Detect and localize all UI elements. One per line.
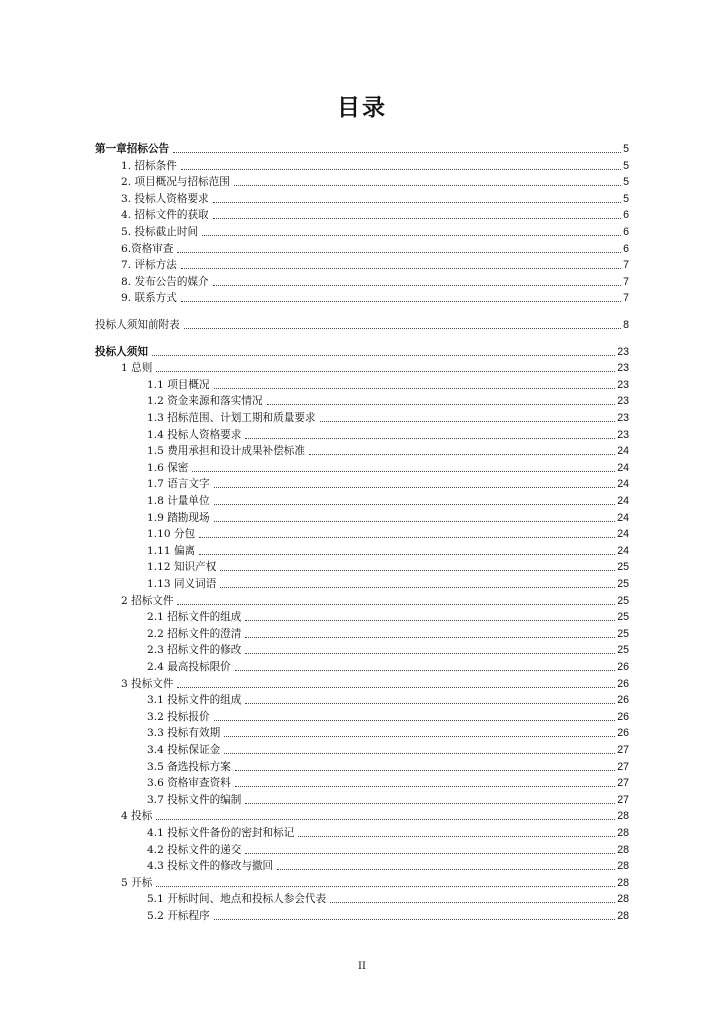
toc-entry[interactable] xyxy=(147,826,629,841)
toc-entry-label: 4.1 投标文件备份的密封和标记 xyxy=(147,827,295,839)
toc-entry-label: 4. 招标文件的获取 xyxy=(121,209,209,221)
toc-entry[interactable] xyxy=(147,892,629,907)
toc-entry[interactable] xyxy=(147,743,629,758)
toc-entry[interactable] xyxy=(147,527,629,542)
toc-entry[interactable] xyxy=(121,677,629,692)
toc-dot-leader xyxy=(156,885,615,887)
toc-entry-page-number: 6 xyxy=(623,226,629,238)
toc-dot-leader xyxy=(220,586,615,588)
toc-entry-page-number: 28 xyxy=(617,860,629,872)
toc-entry-page-number: 25 xyxy=(617,595,629,607)
toc-entry[interactable] xyxy=(147,760,629,775)
toc-entry[interactable] xyxy=(121,594,629,609)
toc-entry-page-number: 27 xyxy=(617,744,629,756)
toc-entry[interactable] xyxy=(147,378,629,393)
toc-entry-label: 2.2 招标文件的澄清 xyxy=(147,628,242,640)
toc-entry-label: 1.7 语言文字 xyxy=(147,478,210,490)
toc-entry[interactable] xyxy=(147,461,629,476)
toc-entry[interactable] xyxy=(121,208,629,223)
toc-dot-leader xyxy=(181,267,621,269)
toc-dot-leader xyxy=(245,852,615,854)
toc-dot-leader xyxy=(177,686,615,688)
toc-entry-label: 2. 项目概况与招标范围 xyxy=(121,176,230,188)
toc-dot-leader xyxy=(214,520,616,522)
toc-entry-label: 投标人须知前附表 xyxy=(95,319,180,331)
toc-entry-label: 1.10 分包 xyxy=(147,528,196,540)
toc-entry-page-number: 25 xyxy=(617,644,629,656)
toc-entry-label: 1.2 资金来源和落实情况 xyxy=(147,395,263,407)
toc-entry-label: 1.4 投标人资格要求 xyxy=(147,429,242,441)
toc-entry-page-number: 25 xyxy=(617,628,629,640)
toc-entry-page-number: 5 xyxy=(623,193,629,205)
toc-entry-page-number: 25 xyxy=(617,611,629,623)
toc-entry[interactable] xyxy=(147,577,629,592)
toc-dot-leader xyxy=(173,151,621,153)
toc-entry[interactable] xyxy=(121,275,629,290)
toc-entry-page-number: 24 xyxy=(617,512,629,524)
toc-entry-page-number: 28 xyxy=(617,893,629,905)
toc-entry-page-number: 24 xyxy=(617,528,629,540)
toc-entry-page-number: 28 xyxy=(617,810,629,822)
toc-entry-label: 第一章招标公告 xyxy=(95,143,170,155)
toc-entry[interactable] xyxy=(121,291,629,306)
toc-dot-leader xyxy=(213,217,621,219)
toc-dot-leader xyxy=(214,387,616,389)
toc-entry-page-number: 26 xyxy=(617,661,629,673)
toc-entry[interactable] xyxy=(147,793,629,808)
toc-dot-leader xyxy=(235,769,615,771)
toc-entry[interactable] xyxy=(147,726,629,741)
toc-entry-label: 2.1 招标文件的组成 xyxy=(147,611,242,623)
toc-dot-leader xyxy=(245,702,615,704)
toc-entry-page-number: 23 xyxy=(617,395,629,407)
toc-entry-page-number: 28 xyxy=(617,844,629,856)
toc-entry-page-number: 27 xyxy=(617,794,629,806)
toc-entry-label: 1.1 项目概况 xyxy=(147,379,210,391)
toc-entry-label: 9. 联系方式 xyxy=(121,292,177,304)
toc-entry-page-number: 26 xyxy=(617,727,629,739)
toc-entry-label: 3.2 投标报价 xyxy=(147,711,210,723)
page-title: 目录 xyxy=(337,95,387,121)
toc-dot-leader xyxy=(184,327,621,329)
toc-entry-page-number: 23 xyxy=(617,429,629,441)
toc-entry[interactable] xyxy=(147,544,629,559)
toc-entry-label: 5 开标 xyxy=(121,877,153,889)
toc-entry-label: 3.4 投标保证金 xyxy=(147,744,221,756)
toc-entry[interactable] xyxy=(147,494,629,509)
toc-entry-label: 6.资格审查 xyxy=(121,243,174,255)
toc-entry-page-number: 25 xyxy=(617,561,629,573)
page-number-footer: II xyxy=(358,961,366,972)
toc-entry-page-number: 8 xyxy=(623,319,629,331)
toc-entry-label: 7. 评标方法 xyxy=(121,259,177,271)
toc-dot-leader xyxy=(213,201,621,203)
toc-entry[interactable] xyxy=(95,345,629,360)
toc-entry-page-number: 24 xyxy=(617,445,629,457)
toc-entry[interactable] xyxy=(147,710,629,725)
toc-entry[interactable] xyxy=(121,809,629,824)
toc-entry-page-number: 28 xyxy=(617,877,629,889)
toc-entry-page-number: 23 xyxy=(617,362,629,374)
toc-entry[interactable] xyxy=(147,511,629,526)
toc-entry-page-number: 24 xyxy=(617,478,629,490)
toc-entry-label: 5.2 开标程序 xyxy=(147,910,210,922)
toc-entry-page-number: 23 xyxy=(617,412,629,424)
toc-entry-label: 3. 投标人资格要求 xyxy=(121,193,209,205)
toc-entry-page-number: 26 xyxy=(617,711,629,723)
toc-dot-leader xyxy=(245,437,615,439)
toc-entry-page-number: 24 xyxy=(617,495,629,507)
toc-dot-leader xyxy=(245,802,615,804)
toc-entry-page-number: 7 xyxy=(623,259,629,271)
toc-entry-label: 1.12 知识产权 xyxy=(147,561,217,573)
toc-entry-label: 2 招标文件 xyxy=(121,595,174,607)
toc-dot-leader xyxy=(245,636,615,638)
toc-entry-label: 1. 招标条件 xyxy=(121,160,177,172)
toc-dot-leader xyxy=(235,669,615,671)
toc-dot-leader xyxy=(214,719,616,721)
toc-entry-page-number: 23 xyxy=(617,346,629,358)
toc-dot-leader xyxy=(320,420,616,422)
toc-entry-label: 5.1 开标时间、地点和投标人参会代表 xyxy=(147,893,327,905)
toc-entry-label: 4.2 投标文件的递交 xyxy=(147,844,242,856)
toc-entry-page-number: 5 xyxy=(623,143,629,155)
toc-dot-leader xyxy=(224,752,615,754)
toc-dot-leader xyxy=(330,901,615,903)
toc-entry-label: 投标人须知 xyxy=(95,346,148,358)
toc-entry[interactable] xyxy=(121,192,629,207)
toc-entry[interactable] xyxy=(121,159,629,174)
toc-entry-label: 1.9 踏勘现场 xyxy=(147,512,210,524)
toc-dot-leader xyxy=(199,553,615,555)
toc-dot-leader xyxy=(181,300,621,302)
toc-dot-leader xyxy=(156,818,615,820)
toc-entry-page-number: 26 xyxy=(617,694,629,706)
toc-dot-leader xyxy=(181,168,621,170)
toc-entry-label: 2.3 招标文件的修改 xyxy=(147,644,242,656)
toc-entry-page-number: 6 xyxy=(623,209,629,221)
toc-entry[interactable] xyxy=(147,444,629,459)
toc-entry-page-number: 27 xyxy=(617,761,629,773)
toc-dot-leader xyxy=(152,354,615,356)
toc-dot-leader xyxy=(298,835,615,837)
toc-entry-label: 1.8 计量单位 xyxy=(147,495,210,507)
toc-entry[interactable] xyxy=(147,394,629,409)
toc-entry-page-number: 26 xyxy=(617,678,629,690)
toc-entry-label: 1 总则 xyxy=(121,362,153,374)
toc-entry-label: 4 投标 xyxy=(121,810,153,822)
toc-dot-leader xyxy=(309,453,615,455)
toc-entry-label: 1.13 同义词语 xyxy=(147,578,217,590)
toc-entry[interactable] xyxy=(147,693,629,708)
toc-dot-leader xyxy=(220,569,615,571)
toc-dot-leader xyxy=(267,403,616,405)
toc-entry-page-number: 24 xyxy=(617,545,629,557)
toc-entry[interactable] xyxy=(147,627,629,642)
toc-entry[interactable] xyxy=(147,776,629,791)
toc-dot-leader xyxy=(214,918,616,920)
toc-dot-leader xyxy=(224,735,615,737)
toc-dot-leader xyxy=(213,284,621,286)
toc-entry[interactable] xyxy=(121,361,629,376)
toc-entry[interactable] xyxy=(147,428,629,443)
toc-entry[interactable] xyxy=(95,318,629,333)
toc-entry-page-number: 6 xyxy=(623,243,629,255)
toc-entry-page-number: 7 xyxy=(623,276,629,288)
toc-entry[interactable] xyxy=(95,142,629,157)
toc-entry[interactable] xyxy=(147,660,629,675)
toc-entry-page-number: 24 xyxy=(617,462,629,474)
toc-dot-leader xyxy=(245,619,615,621)
toc-dot-leader xyxy=(177,251,621,253)
toc-entry-page-number: 23 xyxy=(617,379,629,391)
toc-dot-leader xyxy=(202,234,621,236)
toc-entry-label: 3.6 资格审查资料 xyxy=(147,777,231,789)
toc-entry[interactable] xyxy=(147,610,629,625)
toc-entry-label: 1.3 招标范围、计划工期和质量要求 xyxy=(147,412,316,424)
toc-entry-page-number: 5 xyxy=(623,176,629,188)
toc-entry-page-number: 28 xyxy=(617,827,629,839)
toc-dot-leader xyxy=(214,486,616,488)
toc-entry-label: 1.5 费用承担和设计成果补偿标准 xyxy=(147,445,305,457)
toc-entry[interactable] xyxy=(147,843,629,858)
toc-entry-page-number: 7 xyxy=(623,292,629,304)
toc-entry-label: 3.1 投标文件的组成 xyxy=(147,694,242,706)
toc-entry[interactable] xyxy=(147,560,629,575)
toc-entry-page-number: 5 xyxy=(623,160,629,172)
toc-entry-page-number: 25 xyxy=(617,578,629,590)
toc-dot-leader xyxy=(234,184,621,186)
toc-dot-leader xyxy=(177,603,615,605)
toc-dot-leader xyxy=(192,470,615,472)
toc-dot-leader xyxy=(199,536,615,538)
toc-dot-leader xyxy=(156,370,615,372)
toc-entry-page-number: 27 xyxy=(617,777,629,789)
toc-entry-label: 3.5 备选投标方案 xyxy=(147,761,231,773)
toc-entry-label: 1.6 保密 xyxy=(147,462,189,474)
toc-entry[interactable] xyxy=(121,225,629,240)
toc-entry[interactable] xyxy=(121,876,629,891)
toc-entry[interactable] xyxy=(147,909,629,924)
toc-dot-leader xyxy=(235,785,615,787)
toc-entry-label: 3.3 投标有效期 xyxy=(147,727,221,739)
toc-entry-label: 1.11 偏离 xyxy=(147,545,196,557)
toc-entry-label: 4.3 投标文件的修改与撤回 xyxy=(147,860,274,872)
toc-dot-leader xyxy=(245,652,615,654)
toc-entry-label: 3.7 投标文件的编制 xyxy=(147,794,242,806)
toc-entry-label: 3 投标文件 xyxy=(121,678,174,690)
toc-entry[interactable] xyxy=(147,477,629,492)
toc-entry-label: 2.4 最高投标限价 xyxy=(147,661,231,673)
toc-entry-page-number: 28 xyxy=(617,910,629,922)
toc-entry[interactable] xyxy=(121,175,629,190)
toc-entry-label: 8. 发布公告的媒介 xyxy=(121,276,209,288)
toc-dot-leader xyxy=(214,503,616,505)
toc-entry[interactable] xyxy=(121,242,629,257)
toc-entry-label: 5. 投标截止时间 xyxy=(121,226,199,238)
toc-entry[interactable] xyxy=(147,411,629,426)
toc-entry[interactable] xyxy=(147,643,629,658)
toc-entry[interactable] xyxy=(121,258,629,273)
toc-entry[interactable] xyxy=(147,859,629,874)
toc-dot-leader xyxy=(277,868,615,870)
